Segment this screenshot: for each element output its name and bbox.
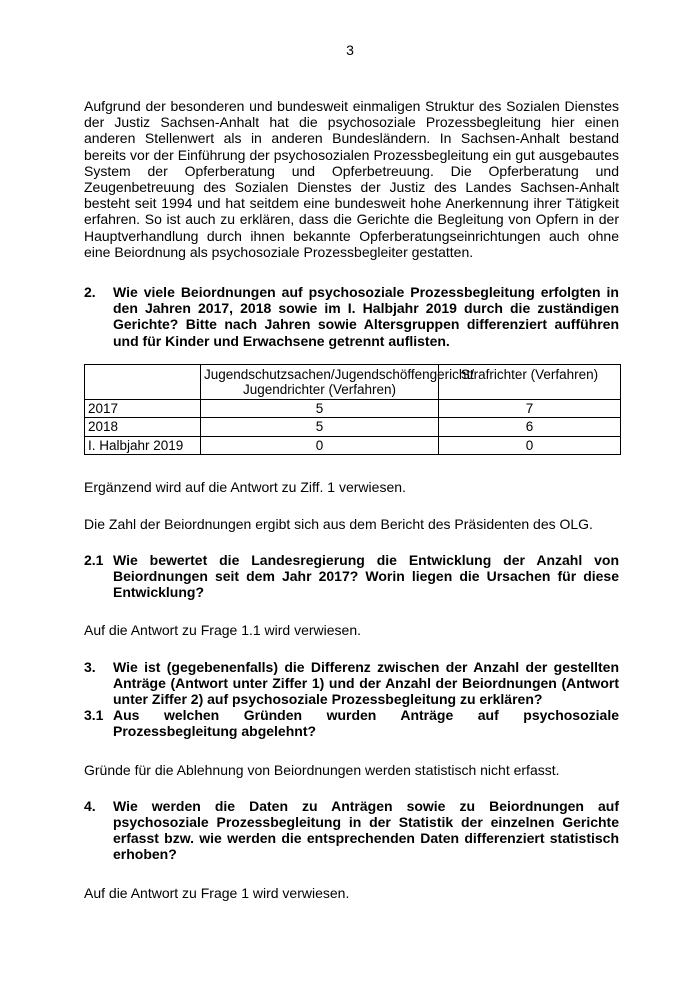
- question-3-1: [84, 707, 619, 739]
- row-label: 2018: [85, 418, 201, 437]
- table-row: [85, 436, 621, 455]
- answer-2a: Ergänzend wird auf die Antwort zu Ziff. 1 verwiesen.: [84, 479, 406, 496]
- table-header-row: [85, 364, 621, 399]
- table-header-jugend: Jugendschutzsachen/Jugendschöffengericht/ Jugendrichter (Verfahren): [201, 364, 439, 399]
- row-label: 2017: [85, 399, 201, 418]
- beiordnungen-table: [84, 364, 621, 456]
- answer-4: Auf die Antwort zu Frage 1 wird verwiesen.: [84, 884, 350, 901]
- question-2-1: [84, 552, 619, 601]
- answer-2-1: Auf die Antwort zu Frage 1.1 wird verwiesen.: [84, 622, 362, 639]
- cell-jugend: 0: [201, 436, 439, 455]
- table-header-straf: Strafrichter (Verfahren): [439, 364, 621, 399]
- document-body: [84, 98, 619, 921]
- answer-2b: Die Zahl der Beiordnungen ergibt sich aus dem Bericht des Präsidenten des OLG.: [84, 515, 593, 532]
- cell-straf: 7: [439, 399, 621, 418]
- question-number: 4.: [84, 797, 96, 814]
- cell-jugend: 5: [201, 399, 439, 418]
- answer-3: Gründe für die Ablehnung von Beiordnungen werden statistisch nicht erfasst.: [84, 761, 560, 778]
- intro-paragraph: Aufgrund der besonderen und bundesweit einmaligen Struktur des Sozialen Dienstes der Justiz Sachsen-Anhalt hat die psychosoziale Prozessbegleitung hier einen anderen Stellenwert als in anderen Bundesländern. In Sachsen-Anhalt bestand bereits vor der Einführung der psychosozialen Prozessbegleitung ein gut ausgebautes System der Opferberatung und Opferbetreuung. Die Opferberatung und Zeugenbetreuung des Sozialen Dienstes der Justiz des Landes Sachsen-Anhalt besteht seit 1994 und hat seitdem eine bundesweit hohe Anerkennung ihrer Tätigkeit erfahren. So ist auch zu erklären, dass die Gerichte die Begleitung von Opfern in der Hauptverhandlung durch ihnen bekannte Opferberatungseinrichtungen auch ohne eine Beiordnung als psychosoziale Prozessbegleiter gestatten.: [84, 98, 619, 260]
- question-number: 3.1: [84, 707, 104, 724]
- question-number: 2.: [84, 284, 96, 301]
- question-text: Wie ist (gegebenenfalls) die Differenz zwischen der Anzahl der gestellten Anträge (Antwort unter Ziffer 1) und der Anzahl der Beiordnungen (Antwort unter Ziffer 2) auf psychosoziale Prozessbegleitung zu erklären?: [113, 658, 619, 707]
- question-text: Wie werden die Daten zu Anträgen sowie zu Beiordnungen auf psychosoziale Prozessbegleitung in der Statistik der einzelnen Gerichte erfasst bzw. wie werden die entsprechenden Daten differenziert statistisch erhoben?: [113, 797, 619, 863]
- question-text: Wie viele Beiordnungen auf psychosoziale Prozessbegleitung erfolgten in den Jahren 2017, 2018 sowie im I. Halbjahr 2019 durch die zuständigen Gerichte? Bitte nach Jahren sowie Altersgruppen differenziert aufführen und für Kinder und Erwachsene getrennt auflisten.: [113, 284, 619, 349]
- question-2: [84, 284, 619, 349]
- question-4: [84, 798, 619, 863]
- table-header-empty: [85, 364, 201, 399]
- question-number: 2.1: [84, 551, 104, 568]
- page-number: 3: [346, 42, 354, 58]
- question-number: 3.: [84, 658, 96, 675]
- row-label: I. Halbjahr 2019: [85, 436, 201, 455]
- question-3: [84, 659, 619, 708]
- cell-straf: 6: [439, 418, 621, 437]
- cell-straf: 0: [439, 436, 621, 455]
- table-row: [85, 399, 621, 418]
- table-row: [85, 418, 621, 437]
- question-text: Wie bewertet die Landesregierung die Entwicklung der Anzahl von Beiordnungen seit dem Jahr 2017? Worin liegen die Ursachen für diese Entwicklung?: [113, 551, 619, 601]
- question-text: Aus welchen Gründen wurden Anträge auf psychosoziale Prozessbegleitung abgelehnt?: [113, 707, 619, 740]
- cell-jugend: 5: [201, 418, 439, 437]
